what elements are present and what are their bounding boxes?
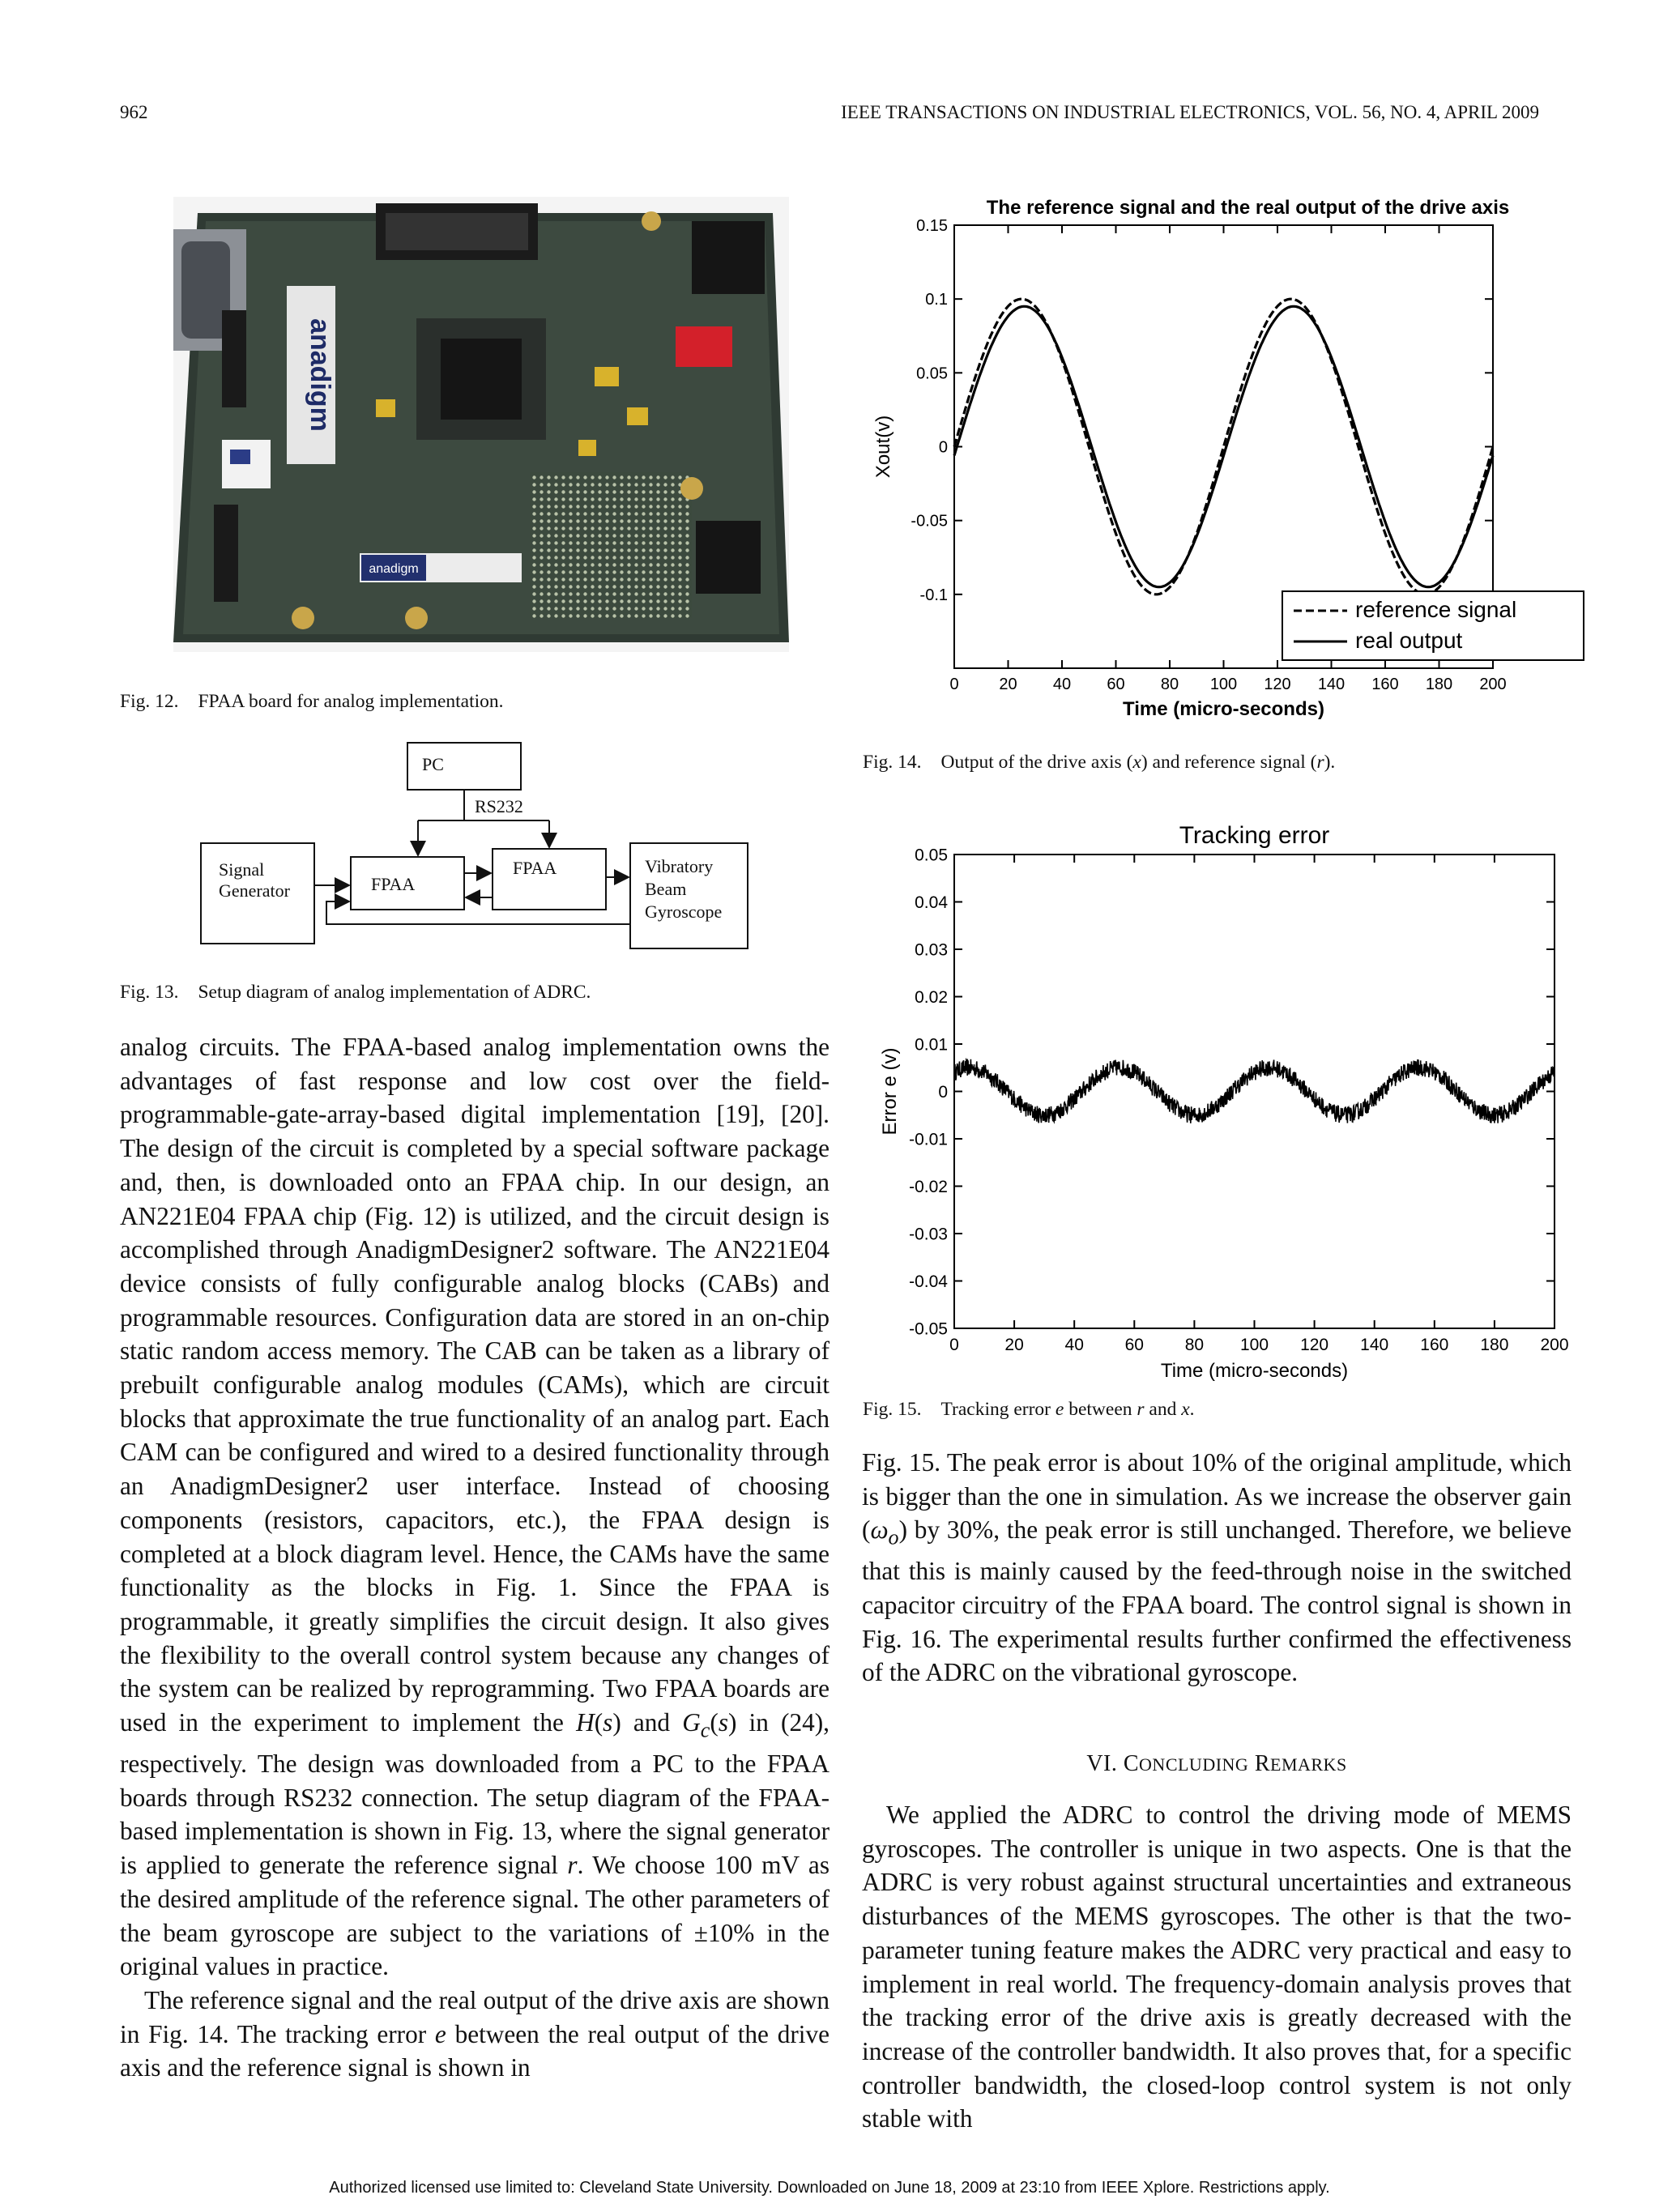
x-tick-label: 200 bbox=[1540, 1336, 1569, 1354]
x-tick-label: 100 bbox=[1209, 676, 1238, 693]
pc-label: PC bbox=[422, 754, 444, 774]
right-column-text-2 bbox=[862, 1798, 1572, 2136]
series-line-0 bbox=[954, 299, 1493, 595]
chart15-svg bbox=[855, 798, 1569, 1382]
fig14-caption bbox=[863, 752, 1335, 774]
left-paragraph-2: The reference signal and the real output of the drive axis are shown in Fig. 14. The tracking error e between the real output of the drive axis and the reference signal is shown in bbox=[120, 1985, 830, 2082]
fig13-caption bbox=[120, 982, 591, 1004]
x-axis-label: Time (micro-seconds) bbox=[1160, 1360, 1349, 1382]
x-tick-label: 0 bbox=[949, 1336, 959, 1354]
y-tick-label: -0.1 bbox=[919, 586, 948, 604]
fpaa1-label: FPAA bbox=[371, 874, 416, 894]
x-tick-label: 40 bbox=[1052, 676, 1072, 693]
chart14-svg bbox=[855, 186, 1559, 729]
fpaa2-label: FPAA bbox=[513, 858, 557, 878]
chart-tracking-error bbox=[855, 798, 1569, 1382]
x-tick-label: 60 bbox=[1124, 1336, 1144, 1354]
gyroscope-label-3: Gyroscope bbox=[645, 901, 723, 922]
x-tick-label: 20 bbox=[1004, 1336, 1024, 1354]
x-tick-label: 160 bbox=[1420, 1336, 1449, 1354]
fig12-label: Fig. 12. bbox=[120, 691, 179, 712]
y-axis-label: Xout(v) bbox=[872, 415, 894, 479]
y-tick-label: 0.01 bbox=[915, 1035, 948, 1055]
fpaa-board-illustration bbox=[173, 197, 789, 652]
gyroscope-label-1: Vibratory bbox=[645, 856, 714, 876]
y-tick-label: 0.04 bbox=[915, 893, 948, 912]
y-tick-label: 0.1 bbox=[925, 291, 948, 309]
y-tick-label: 0 bbox=[938, 438, 948, 457]
fig15-caption bbox=[863, 1399, 1195, 1421]
y-tick-label: -0.01 bbox=[909, 1130, 948, 1149]
page-number: 962 bbox=[120, 102, 148, 122]
y-tick-label: -0.02 bbox=[909, 1177, 948, 1196]
fig12-text: FPAA board for analog implementation. bbox=[198, 691, 504, 712]
x-tick-label: 120 bbox=[1264, 676, 1291, 693]
x-tick-label: 100 bbox=[1239, 1336, 1269, 1354]
fig15-label: Fig. 15. bbox=[863, 1399, 922, 1420]
y-tick-label: -0.04 bbox=[909, 1272, 948, 1291]
x-tick-label: 80 bbox=[1160, 676, 1179, 693]
y-axis-label: Error e (v) bbox=[879, 1047, 901, 1136]
fig14-label: Fig. 14. bbox=[863, 752, 922, 773]
x-tick-label: 60 bbox=[1107, 676, 1125, 693]
right-column-text bbox=[862, 1446, 1572, 1690]
series-line-1 bbox=[954, 306, 1493, 586]
fig14-text: Output of the drive axis (x) and reference signal (r). bbox=[940, 752, 1336, 773]
y-tick-label: -0.05 bbox=[911, 512, 948, 531]
setup-diagram bbox=[201, 739, 752, 958]
y-tick-label: -0.03 bbox=[909, 1225, 948, 1244]
x-tick-label: 120 bbox=[1300, 1336, 1329, 1354]
legend-label: reference signal bbox=[1355, 597, 1517, 622]
left-paragraph-1: analog circuits. The FPAA-based analog implementation owns the advantages of fast response and low cost over the field-programmable-gate-array-based digital implementation [19], [20]. The design of the circuit is completed by a special software package and, then, is downloaded onto an FPAA chip. In our design, an AN221E04 FPAA chip (Fig. 12) is utilized, and the circuit design is accomplished through AnadigmDesigner2 software. The AN221E04 device consists of fully configurable analog blocks (CABs) and programmable resources. Configuration data are stored in an on-chip static random access memory. The CAB can be taken as a library of prebuilt configurable analog modules (CAMs), which are circuit blocks that approximate the true functionality of an analog part. Each CAM can be configured and wired to a desired functionality through an AnadigmDesigner2 user interface. Instead of choosing components (resistors, capacitors, etc.), the FPAA design is completed at a block diagram level. Hence, the CAMs have the same functionality as the blocks in Fig. 1. Since the FPAA is programmable, it greatly simplifies the circuit design. It also gives the flexibility to the overall control system because any changes of the system can be realized by reprogramming. Two FPAA boards are used in the experiment to implement the H(s) and $G_c(s)$ in (24), respectively. The design was downloaded from a PC to the FPAA boards through RS232 connection. The setup diagram of the FPAA-based implementation is shown in Fig. 13, where the signal generator is applied to generate the reference signal r. We choose 100 mV as the desired amplitude of the reference signal. The other parameters of the beam gyroscope are subject to the variations of ±10% in the original values in practice. bbox=[120, 1033, 830, 1981]
fpaa-board-photo bbox=[173, 197, 789, 652]
series-line-0 bbox=[954, 1059, 1555, 1123]
x-tick-label: 160 bbox=[1371, 676, 1399, 693]
board-bottom-logo: anadigm bbox=[369, 562, 419, 576]
x-tick-label: 180 bbox=[1480, 1336, 1509, 1354]
fig15-text: Tracking error e between r and x. bbox=[940, 1399, 1195, 1420]
signal-generator-label-2: Generator bbox=[219, 880, 290, 901]
x-tick-label: 200 bbox=[1479, 676, 1507, 693]
right-paragraph-1: Fig. 15. The peak error is about 10% of the original amplitude, which is bigger than the one in simulation. As we increase the observer gain $(\omega_o)$ by 30%, the peak error is still unchanged. Therefore, we believe that this is mainly caused by the feed-through noise in the switched capacitor circuitry of the FPAA board. The control signal is shown in Fig. 16. The experimental results further confirmed the effectiveness of the ADRC on the vibrational gyroscope. bbox=[862, 1448, 1572, 1687]
journal-header: IEEE TRANSACTIONS ON INDUSTRIAL ELECTRONICS, VOL. 56, NO. 4, APRIL 2009 bbox=[841, 102, 1539, 122]
x-tick-label: 20 bbox=[999, 676, 1017, 693]
x-tick-label: 140 bbox=[1317, 676, 1346, 693]
fig13-label: Fig. 13. bbox=[120, 982, 179, 1003]
y-tick-label: 0.02 bbox=[915, 987, 948, 1007]
y-tick-label: 0.03 bbox=[915, 940, 948, 960]
y-tick-label: 0.05 bbox=[915, 846, 948, 865]
rs232-label: RS232 bbox=[475, 796, 523, 816]
section-heading: VI. CONCLUDING REMARKS bbox=[1086, 1751, 1347, 1776]
y-tick-label: 0 bbox=[938, 1082, 948, 1102]
license-footer: Authorized licensed use limited to: Cleveland State University. Downloaded on June 18, 2009 at 23:10 from IEEE Xplore. Restrictions apply. bbox=[329, 2179, 1330, 2197]
plot-frame bbox=[954, 855, 1555, 1328]
board-logo: anadigm bbox=[305, 318, 335, 432]
fig12-caption bbox=[120, 691, 504, 713]
gyroscope-label-2: Beam bbox=[645, 879, 687, 899]
x-tick-label: 140 bbox=[1360, 1336, 1389, 1354]
signal-generator-label-1: Signal bbox=[219, 859, 265, 880]
chart-reference-vs-output bbox=[855, 186, 1559, 733]
chart-title: The reference signal and the real output of the drive axis bbox=[986, 197, 1510, 219]
x-axis-label: Time (micro-seconds) bbox=[1123, 698, 1324, 720]
y-tick-label: -0.05 bbox=[909, 1319, 948, 1339]
y-tick-label: 0.05 bbox=[916, 364, 948, 383]
x-tick-label: 80 bbox=[1184, 1336, 1205, 1354]
right-paragraph-2: We applied the ADRC to control the driving mode of MEMS gyroscopes. The controller is unique in two aspects. One is that the ADRC is very robust against structural uncertainties and extraneous disturbances of the MEMS gyroscopes. The other is that the two-parameter tuning feature makes the ADRC very practical and easy to implement in real world. The frequency-domain analysis proves that the tracking error of the drive axis is greatly decreased with the increase of the controller bandwidth. It also proves that, for a specific controller bandwidth, the closed-loop control system is not only stable with bbox=[862, 1801, 1572, 2133]
chart-title: Tracking error bbox=[1179, 822, 1330, 849]
x-tick-label: 0 bbox=[949, 676, 959, 693]
left-column-text bbox=[120, 1030, 830, 2085]
fig13-text: Setup diagram of analog implementation of ADRC. bbox=[198, 982, 591, 1003]
y-tick-label: 0.15 bbox=[916, 217, 948, 235]
x-tick-label: 40 bbox=[1064, 1336, 1084, 1354]
legend-label: real output bbox=[1355, 628, 1463, 653]
x-tick-label: 180 bbox=[1425, 676, 1453, 693]
